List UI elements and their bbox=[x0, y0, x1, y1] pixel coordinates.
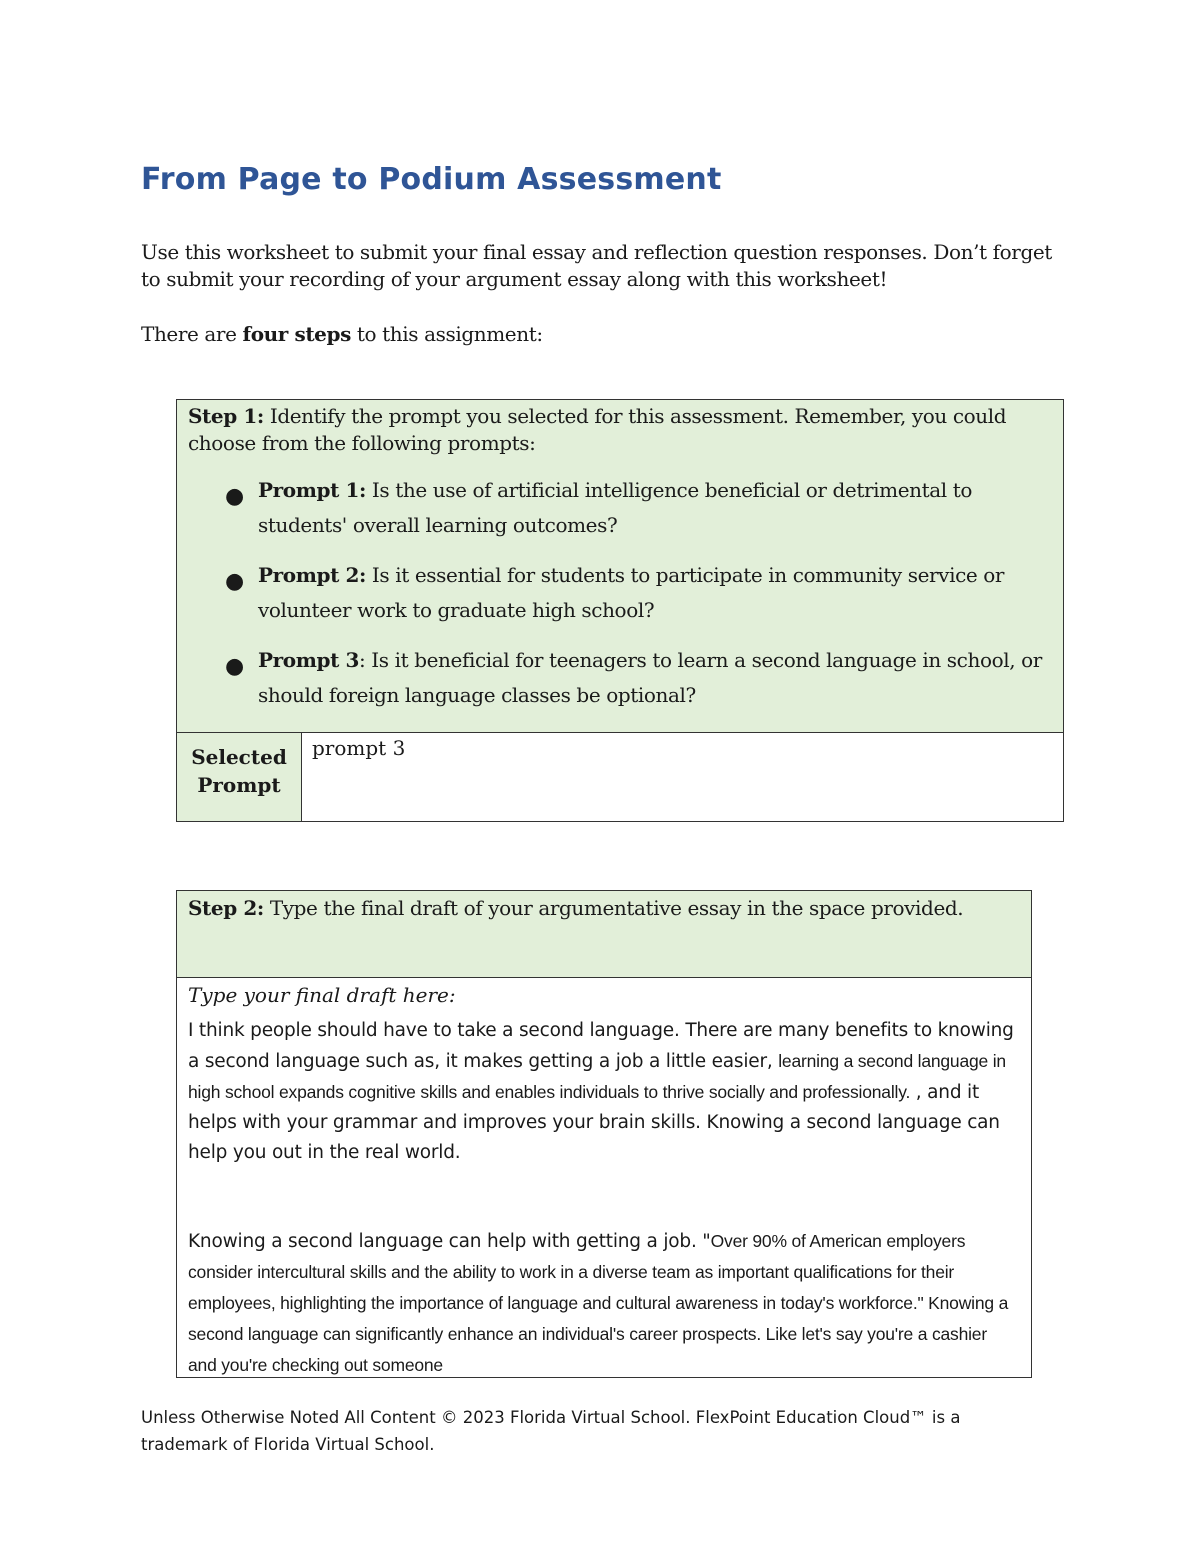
step2-label: Step 2: bbox=[188, 896, 264, 920]
prompt-item-3 bbox=[188, 643, 1053, 713]
copyright-footer: Unless Otherwise Noted All Content © 2023 Florida Virtual School. FlexPoint Education Cloud™ is a trademark of Florida Virtual School. bbox=[141, 1408, 961, 1454]
selected-prompt-field[interactable]: prompt 3 bbox=[312, 736, 406, 760]
step2-table bbox=[176, 890, 1032, 1378]
draft-label: Type your final draft here: bbox=[188, 983, 456, 1007]
essay-text: , and it helps with your grammar and improves your brain skills. Knowing a second language can help you out in the real world. bbox=[188, 1082, 1000, 1163]
essay-text: Knowing a second language can help with getting a job. " bbox=[188, 1231, 711, 1252]
essay-text: I think people should have to take a second language. There are many benefits to knowing a second language such as, it makes getting a job a little easier, bbox=[188, 1020, 1014, 1072]
prompt-list bbox=[188, 473, 1053, 713]
steps-prefix: There are bbox=[141, 322, 243, 346]
steps-bold: four steps bbox=[242, 322, 351, 346]
essay-paragraph-1 bbox=[188, 1016, 1019, 1168]
essay-quote: Over 90% of American employers consider intercultural skills and the ability to work in a diverse team as important qualifications for their employees, highlighting the importance of language and cultural awareness in today's workforce." Knowing a second language can significantly enhance an individual's career prospects. Like let's say you're a cashier and you're checking out someone bbox=[188, 1231, 1009, 1375]
steps-suffix: to this assignment: bbox=[350, 322, 543, 346]
step1-text: Identify the prompt you selected for this assessment. Remember, you could choose from the following prompts: bbox=[188, 404, 1007, 455]
steps-line bbox=[141, 321, 1071, 348]
selected-prompt-label: Selected Prompt bbox=[177, 733, 302, 821]
page-title: From Page to Podium Assessment bbox=[141, 162, 722, 197]
intro bbox=[141, 239, 1071, 348]
step1-table bbox=[176, 399, 1064, 822]
intro-paragraph: Use this worksheet to submit your final essay and reflection question responses. Don’t forget to submit your recording of your argument essay along with this worksheet! bbox=[141, 240, 1052, 291]
step1-instructions bbox=[177, 400, 1063, 733]
bullet-icon: ● bbox=[225, 484, 244, 509]
step2-text: Type the final draft of your argumentative essay in the space provided. bbox=[263, 896, 964, 920]
essay-field[interactable] bbox=[177, 978, 1031, 1377]
step2-instructions bbox=[177, 891, 1031, 978]
prompt-text: Is the use of artificial intelligence beneficial or detrimental to students' overall learning outcomes? bbox=[258, 478, 973, 537]
bullet-icon: ● bbox=[225, 569, 244, 594]
prompt-item-1 bbox=[188, 473, 1053, 543]
essay-paragraph-2 bbox=[188, 1226, 1019, 1377]
prompt-label: Prompt 3 bbox=[258, 648, 359, 672]
prompt-label: Prompt 1: bbox=[258, 478, 366, 502]
prompt-text: : Is it beneficial for teenagers to learn a second language in school, or should foreign language classes be optional? bbox=[258, 648, 1042, 707]
bullet-icon: ● bbox=[225, 654, 244, 679]
prompt-item-2 bbox=[188, 558, 1053, 628]
prompt-text: Is it essential for students to participate in community service or volunteer work to graduate high school? bbox=[258, 563, 1005, 622]
prompt-label: Prompt 2: bbox=[258, 563, 366, 587]
step1-label: Step 1: bbox=[188, 404, 264, 428]
essay-quote: learning a second language in high school expands cognitive skills and enables individuals to thrive socially and professionally. bbox=[188, 1051, 1006, 1102]
